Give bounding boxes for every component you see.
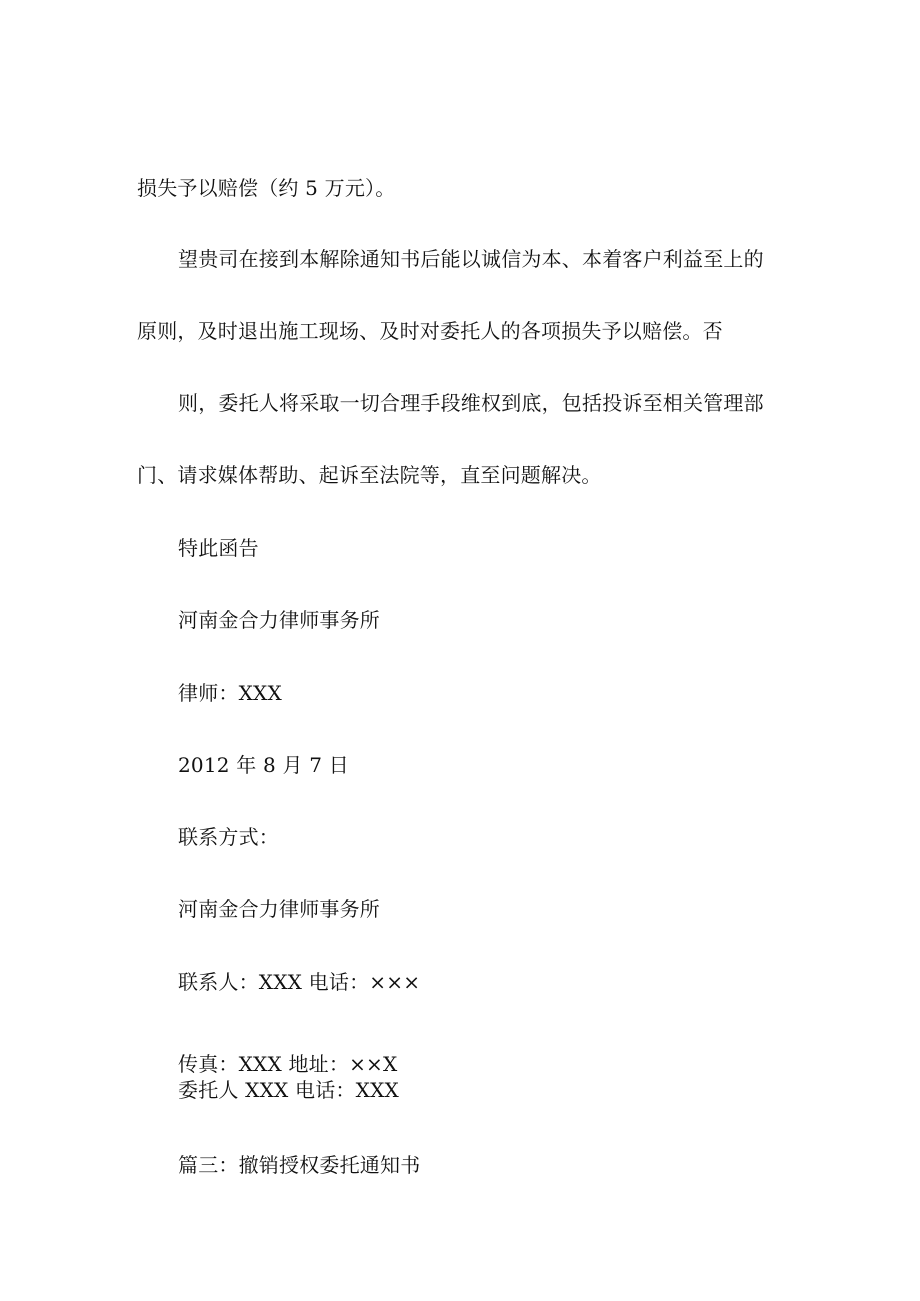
contact-firm: 河南金合力律师事务所 (178, 897, 380, 921)
body-line-3: 原则，及时退出施工现场、及时对委托人的各项损失予以赔偿。否 (137, 319, 723, 343)
client-contact: 委托人 XXX 电话：XXX (178, 1078, 399, 1102)
body-line-1: 损失予以赔偿（约 5 万元）。 (137, 176, 396, 200)
body-line-5: 门、请求媒体帮助、起诉至法院等，直至问题解决。 (137, 463, 602, 487)
letter-date: 2012 年 8 月 7 日 (178, 753, 349, 777)
closing-text: 特此函告 (178, 536, 259, 560)
contact-person: 联系人：XXX 电话：××× (178, 970, 421, 994)
lawyer-signature: 律师：XXX (178, 681, 282, 705)
body-line-4: 则，委托人将采取一切合理手段维权到底，包括投诉至相关管理部 (178, 391, 764, 415)
body-line-2: 望贵司在接到本解除通知书后能以诚信为本、本着客户利益至上的 (178, 247, 764, 271)
fax-address: 传真：XXX 地址：××X (178, 1052, 398, 1076)
next-section-title: 篇三：撤销授权委托通知书 (178, 1153, 421, 1177)
firm-name: 河南金合力律师事务所 (178, 608, 380, 632)
contact-heading: 联系方式： (178, 825, 279, 849)
